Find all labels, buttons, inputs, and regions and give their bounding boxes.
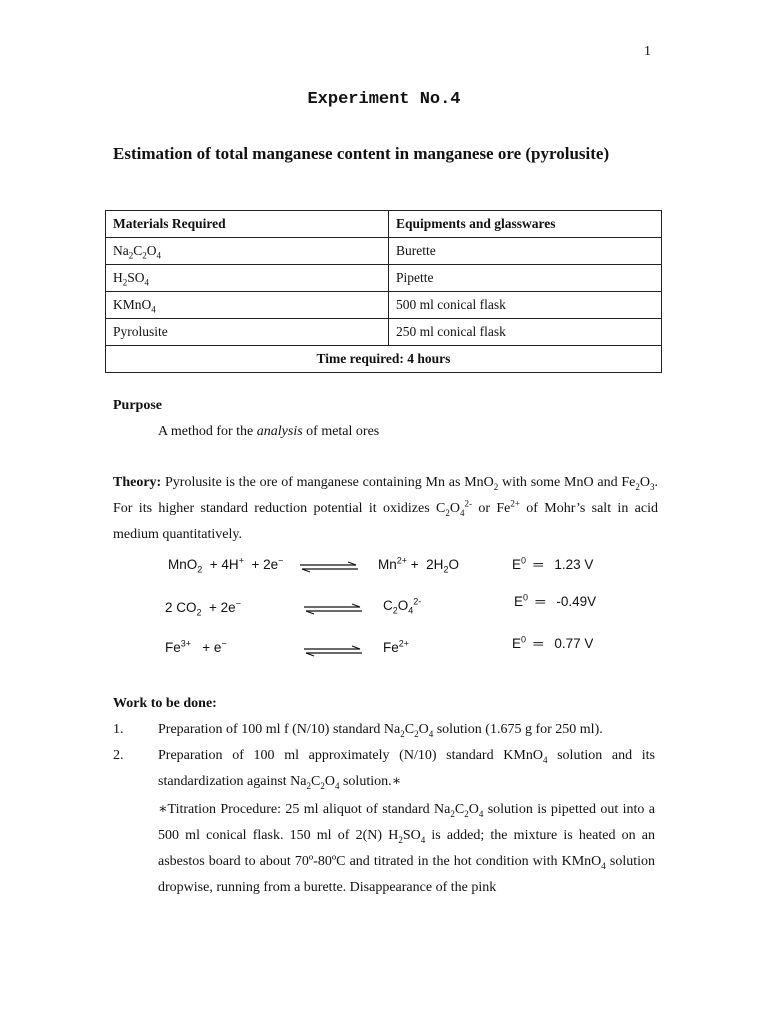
main-title: Estimation of total manganese content in manganese ore (pyrolusite) — [113, 144, 610, 163]
equilibrium-arrow-icon — [302, 645, 364, 657]
equilibrium-arrow-icon — [302, 603, 364, 615]
table-cell-material: KMnO$_4$ — [106, 292, 389, 319]
table-cell-material: $H_2SO_4$ — [106, 265, 389, 292]
equation-1-right: $Mn^{2+} + 2H_2O$ — [378, 555, 459, 575]
equation-1-potential: $E^0$ ═ 1.23 V — [512, 555, 594, 572]
work-item-number: 1. — [113, 722, 124, 737]
work-item-number: 2. — [113, 748, 124, 763]
theory-label: Theory: — [113, 475, 162, 490]
equation-3-right: $Fe^{2+}$ — [383, 638, 410, 655]
titration-procedure-text: ∗Titration Procedure: 25 ml aliquot of standard $Na_2C_2O_4$ solution is pipetted out into a 500 ml conical flask. 150 ml of 2(N) $H_2SO_4$ is added; the mixture is heated on an asbestos board to about 70º-80ºC and titrated in the hot condition with KMnO$_4$ solution dropwise, running from a burette. Disappearance of the pink — [158, 802, 656, 895]
table-cell-equipment: Burette — [389, 238, 662, 265]
theory-paragraph: Theory: Pyrolusite is the ore of manganese containing Mn as MnO$_2$ with some MnO and $Fe_2O_3$. For its higher standard reduction potential it oxidizes $C_2O_4^{2-}$ or $Fe^{2+}$ of Mohr’s salt in acid medium quantitatively. — [113, 475, 658, 542]
equation-1-left: MnO$_2$ + 4H+ + 2e− — [168, 555, 284, 575]
page-number: 1 — [644, 44, 651, 59]
table-cell-equipment: Pipette — [389, 265, 662, 292]
equation-3-potential: $E^0$ ═ 0.77 V — [512, 634, 594, 651]
table-row — [106, 265, 662, 292]
work-heading: Work to be done: — [113, 696, 217, 711]
table-row — [106, 292, 662, 319]
table-row-time — [106, 346, 662, 373]
table-cell-material: Pyrolusite — [106, 319, 389, 346]
equation-2-right: $C_2O_4^{2-}$ — [383, 596, 422, 616]
purpose-text: A method for the analysis of metal ores — [158, 424, 380, 439]
equilibrium-arrow-icon — [298, 561, 360, 573]
table-cell-material: $Na_2C_2O_4$ — [106, 238, 389, 265]
experiment-title: Experiment No.4 — [307, 90, 461, 109]
equation-2-left: 2 $CO_2 + 2e^-$ — [165, 598, 241, 618]
work-item-1-text: Preparation of 100 ml f (N/10) standard $Na_2C_2O_4$ solution (1.675 g for 250 ml). — [158, 722, 603, 739]
table-header-row — [106, 211, 662, 238]
time-required: Time required: 4 hours — [106, 346, 662, 373]
table-cell-equipment: 500 ml conical flask — [389, 292, 662, 319]
table-row — [106, 238, 662, 265]
equation-2-potential: $E^0$ ═ -0.49V — [514, 592, 597, 609]
materials-table — [105, 210, 662, 373]
table-cell-equipment: 250 ml conical flask — [389, 319, 662, 346]
table-header-materials: Materials Required — [106, 211, 389, 238]
table-header-equipment: Equipments and glasswares — [389, 211, 662, 238]
table-row — [106, 319, 662, 346]
purpose-heading: Purpose — [113, 398, 162, 413]
work-item-2-text: Preparation of 100 ml approximately (N/10) standard KMnO$_4$ solution and its standardization against $Na_2C_2O_4$ solution.∗ — [158, 748, 655, 791]
equation-3-left: $Fe^{3+} + e^-$ — [165, 638, 227, 655]
